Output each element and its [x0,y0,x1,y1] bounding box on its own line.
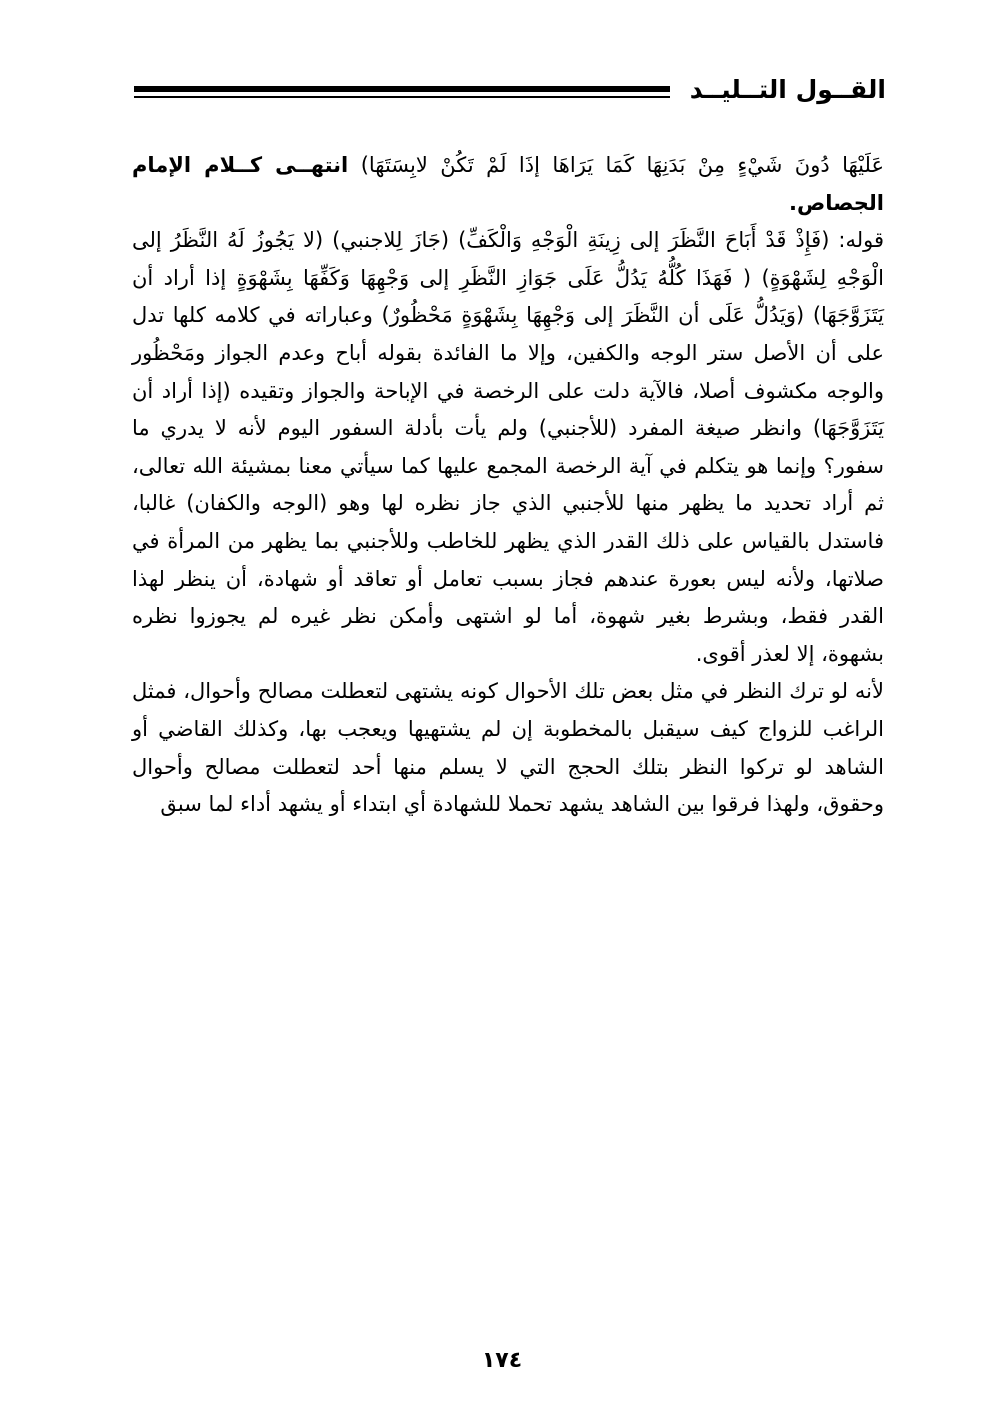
paragraph-1 [132,147,884,222]
paragraph-1-bold: انتهــى كــلام الإمام الجصاص. [132,153,884,215]
paragraph-3: لأنه لو ترك النظر في مثل بعض تلك الأحوال كونه يشتهى لتعطلت مصالح وأحوال، فمثل الراغب للزواج كيف سيقبل بالمخطوبة إن لم يشتهيها ويعجب بها، وكذلك القاضي أو الشاهد لو تركوا النظر بتلك الحجج التي لا يسلم منها أحد لتعطلت مصالح وأحوال وحقوق، ولهذا فرقوا بين الشاهد يشهد تحملا للشهادة أي ابتداء أو يشهد أداء لما سبق [132,679,884,817]
page-header [134,68,886,112]
paragraph-1-main: عَلَيْهَا دُونَ شَيْءٍ مِنْ بَدَنِهَا كَمَا يَرَاهَا إذَا لَمْ تَكُنْ لابِسَتَهَا) [360,153,885,177]
header-title: القــول التــليــد [689,75,886,104]
body-text [132,147,884,1277]
paragraph-2: قوله: (فَإِذْ قَدْ أَبَاحَ النَّظَرَ إلى زِينَةِ الْوَجْهِ وَالْكَفِّ) (جَازَ لِلاجنبي) (لا يَجُوزُ لَهُ النَّظَرُ إلى الْوَجْهِ لِشَهْوَةٍ) ( فَهَذَا كُلُّهُ يَدُلُّ عَلَى جَوَازِ النَّظَرِ إلى وَجْهِهَا وَكَفِّهَا بِشَهْوَةٍ إذا أراد أن يَتَزَوَّجَهَا) (وَيَدُلُّ عَلَى أن النَّظَرَ إلى وَجْهِهَا بِشَهْوَةٍ مَحْظُورٌ) وعباراته في كلامه كلها تدل على أن الأصل ستر الوجه والكفين، وإلا ما الفائدة بقوله أباح وعدم الجواز ومَحْظُور والوجه مكشوف أصلا، فالآية دلت على الرخصة في الإباحة والجواز وتقيده (إذا أراد أن يَتَزَوَّجَهَا) وانظر صيغة المفرد (للأجنبي) ولم يأت بأدلة السفور اليوم لأنه لا يدري ما سفور؟ وإنما هو يتكلم في آية الرخصة المجمع عليها كما سيأتي معنا بمشيئة الله تعالى، ثم أراد تحديد ما يظهر منها للأجنبي الذي جاز نظره لها وهو (الوجه والكفان) غالبا، فاستدل بالقياس على ذلك القدر الذي يظهر للخاطب وللأجنبي بما يظهر من المرأة في صلاتها، ولأنه ليس بعورة عندهم فجاز بسبب تعامل أو تعاقد أو شهادة، أن ينظر لهذا القدر فقط، وبشرط بغير شهوة، أما لو اشتهى وأمكن نظر غيره لم يجوزوا نظره بشهوة، إلا لعذر أقوى. [132,228,884,666]
page-number: ١٧٤ [481,1348,523,1373]
header-rule-thin [134,96,670,98]
header-rule-thick [134,86,670,92]
